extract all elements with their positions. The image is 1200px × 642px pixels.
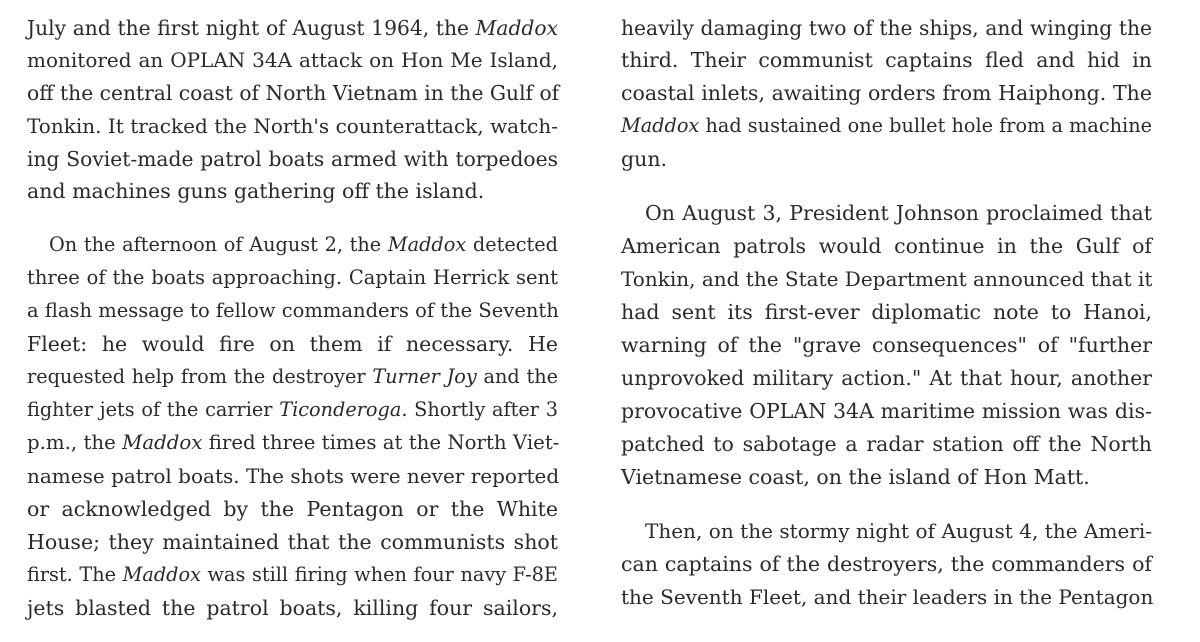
text-line: requested help from the destroyer Turner Joy and the xyxy=(27,365,559,388)
text-line: provocative OPLAN 34A maritime mission was dis- xyxy=(621,399,1152,423)
text-line: American patrols would continue in the Gulf of xyxy=(621,234,1152,258)
text-line: On the afternoon of August 2, the Maddox detected xyxy=(49,233,558,256)
text-line: warning of the "grave consequences" of "further xyxy=(621,333,1152,357)
text-line: p.m., the Maddox fired three times at the North Viet- xyxy=(27,431,560,454)
text-line: third. Their communist captains fled and hid in xyxy=(621,48,1152,72)
text-line: namese patrol boats. The shots were never reported xyxy=(27,464,560,488)
text-line: heavily damaging two of the ships, and winging the xyxy=(621,16,1152,40)
text-line: Then, on the stormy night of August 4, the Ameri- xyxy=(645,519,1152,543)
text-line: unprovoked military action." At that hour, another xyxy=(621,366,1152,390)
text-line: monitored an OPLAN 34A attack on Hon Me Island, xyxy=(27,48,558,72)
text-line: Maddox had sustained one bullet hole from a machine xyxy=(621,114,1152,137)
text-line: first. The Maddox was still firing when four navy F-8E xyxy=(27,563,558,586)
text-line: patched to sabotage a radar station off the North xyxy=(621,432,1152,456)
text-line: had sent its first-ever diplomatic note to Hanoi, xyxy=(621,300,1152,324)
text-line: fighter jets of the carrier Ticonderoga. Shortly after 3 xyxy=(27,398,558,421)
text-line: coastal inlets, awaiting orders from Haiphong. The xyxy=(621,81,1152,105)
text-line: or acknowledged by the Pentagon or the White xyxy=(27,497,558,521)
text-line: and machines guns gathering off the island. xyxy=(27,179,485,203)
text-line: ing Soviet-made patrol boats armed with torpedoes xyxy=(27,147,558,171)
text-line: three of the boats approaching. Captain Herrick sent xyxy=(27,266,558,289)
text-line: Tonkin, and the State Department announced that it xyxy=(621,267,1153,291)
text-line: off the central coast of North Vietnam in the Gulf of xyxy=(27,81,560,105)
text-line: Tonkin. It tracked the North's counterattack, watch- xyxy=(27,114,558,138)
text-line: House; they maintained that the communists shot xyxy=(27,530,558,554)
text-line: Vietnamese coast, on the island of Hon Matt. xyxy=(621,465,1090,489)
text-line: a flash message to fellow commanders of the Seventh xyxy=(27,299,559,322)
text-line: July and the first night of August 1964, the Maddox xyxy=(27,16,558,40)
text-line: On August 3, President Johnson proclaimed that xyxy=(645,201,1152,225)
text-line: the Seventh Fleet, and their leaders in the Pentagon xyxy=(621,585,1154,609)
text-line: jets blasted the patrol boats, killing four sailors, xyxy=(27,596,558,620)
text-line: Fleet: he would fire on them if necessary. He xyxy=(27,332,558,356)
text-line: gun. xyxy=(621,147,668,171)
text-line: can captains of the destroyers, the commanders of xyxy=(621,552,1152,576)
